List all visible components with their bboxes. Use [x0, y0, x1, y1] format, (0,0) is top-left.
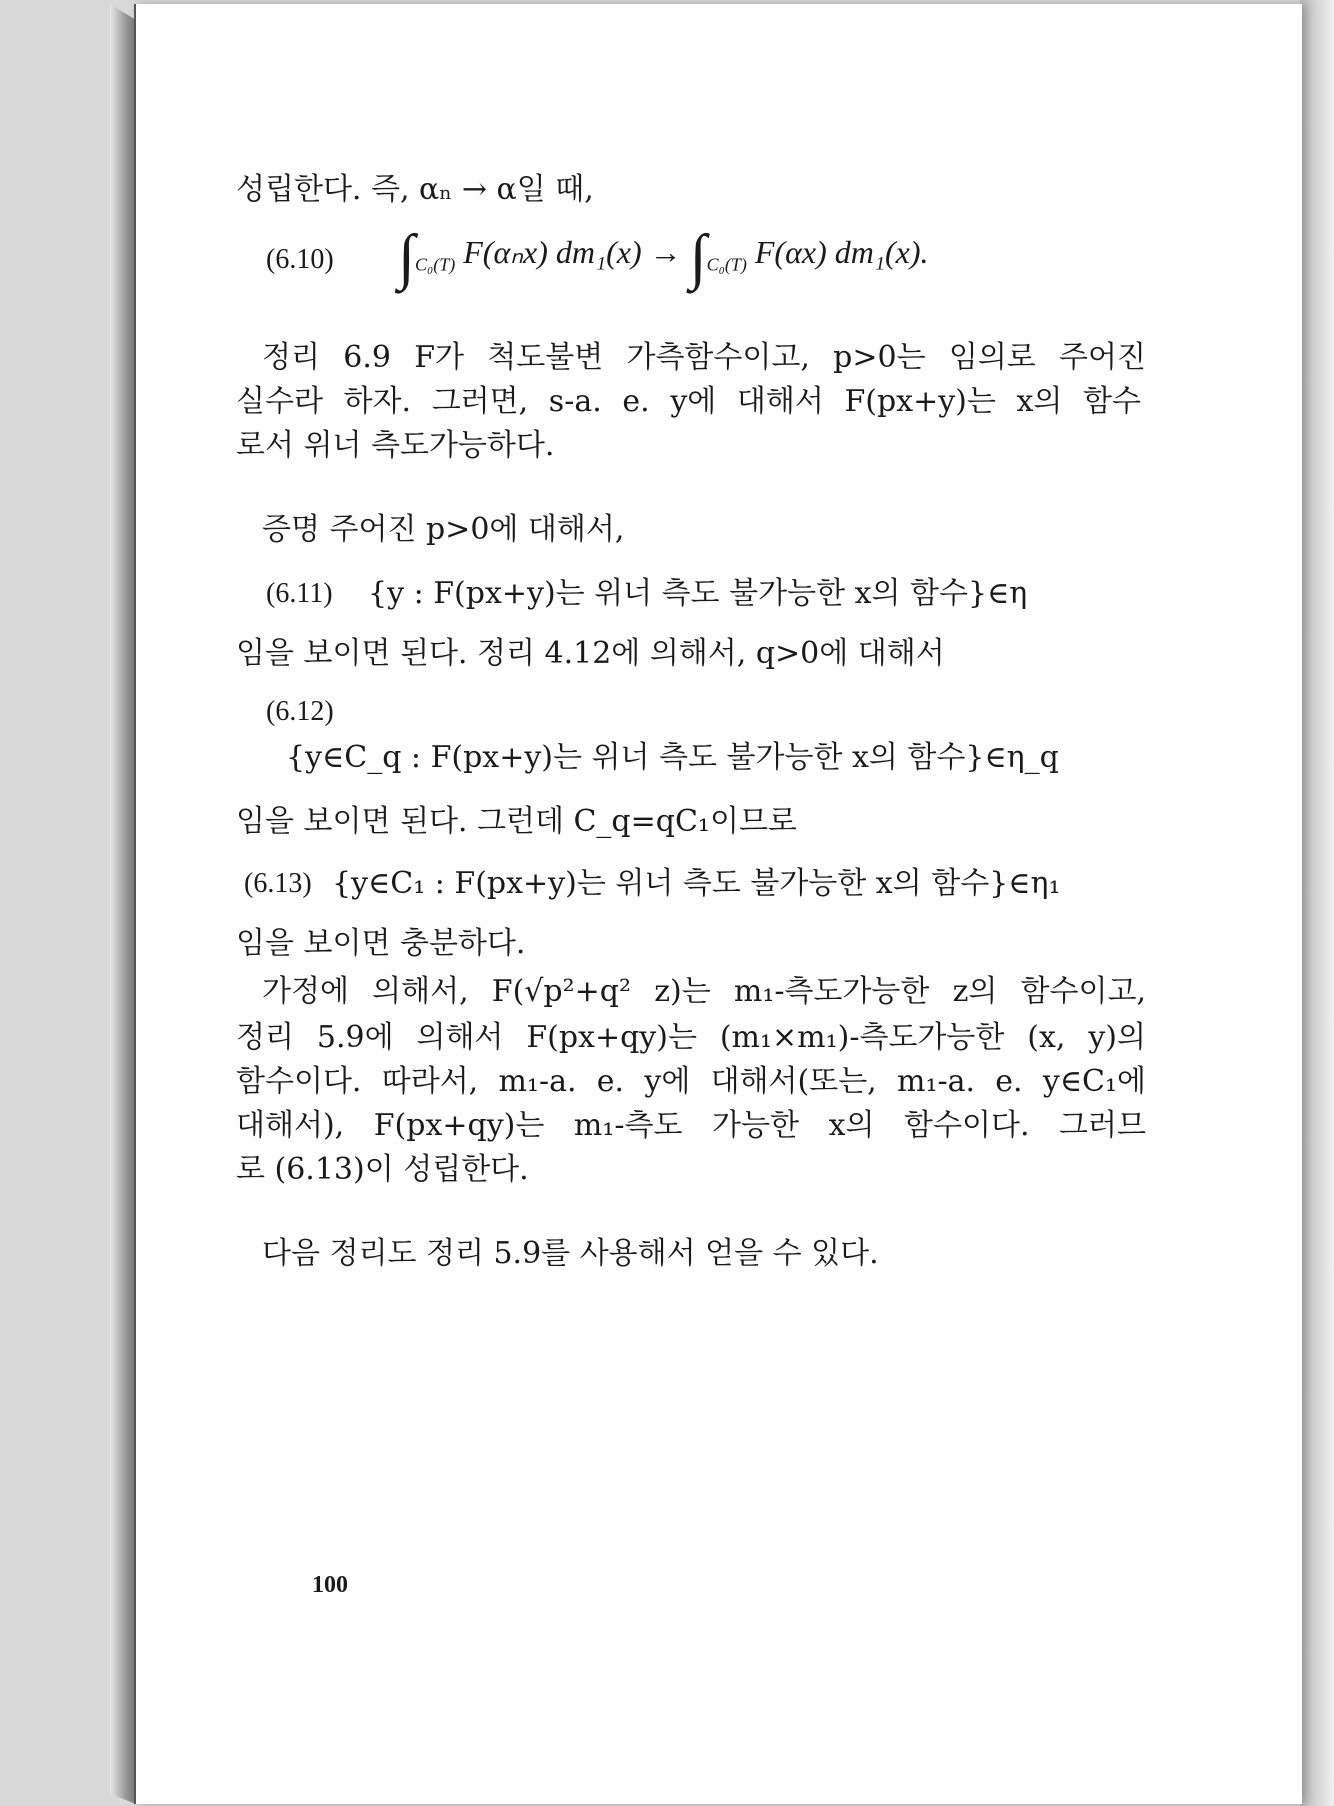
equation-right-side: F(αx) dm₁(x). — [754, 234, 929, 270]
proof-line: 로 (6.13)이 성립한다. — [236, 1152, 529, 1187]
theorem-6-9-line: 정리 6.9 F가 척도불변 가측함수이고, p>0는 임의로 주어진 — [262, 340, 1146, 375]
book-edge — [110, 4, 136, 1804]
equation-6-12: {y∈C_q : F(px+y)는 위너 측도 불가능한 x의 함수}∈η_q — [286, 740, 1059, 775]
equation-6-11: {y : F(px+y)는 위너 측도 불가능한 x의 함수}∈η — [368, 576, 1028, 611]
proof-line: 임을 보이면 된다. 정리 4.12에 의해서, q>0에 대해서 — [236, 636, 945, 671]
proof-line: 함수이다. 따라서, m₁-a. e. y에 대해서(또는, m₁-a. e. y∈C₁에 — [236, 1064, 1146, 1099]
integral-sign: ∫ — [398, 223, 415, 291]
equation-6-10 — [398, 223, 929, 291]
proof-line: 증명 주어진 p>0에 대해서, — [262, 512, 625, 547]
text-line: 성립한다. 즉, αₙ → α일 때, — [236, 172, 594, 207]
equation-label: (6.13) — [244, 868, 312, 899]
equation-label: (6.10) — [266, 244, 334, 275]
page-number: 100 — [312, 1572, 348, 1598]
closing-line: 다음 정리도 정리 5.9를 사용해서 얻을 수 있다. — [262, 1236, 879, 1271]
equation-label: (6.11) — [266, 578, 333, 609]
background-shadow — [1300, 0, 1334, 1806]
proof-line: 가정에 의해서, F(√p²+q² z)는 m₁-측도가능한 z의 함수이고, — [262, 974, 1146, 1009]
proof-line: 임을 보이면 충분하다. — [236, 926, 526, 961]
theorem-6-9-line: 로서 위너 측도가능하다. — [236, 428, 555, 463]
integral-domain: C₀(T) — [706, 254, 747, 275]
integral-sign: ∫ — [689, 223, 707, 291]
proof-line: 임을 보이면 된다. 그런데 C_q=qC₁이므로 — [236, 804, 797, 839]
theorem-6-9-line: 실수라 하자. 그러면, s-a. e. y에 대해서 F(px+y)는 x의 함수 — [236, 384, 1141, 419]
proof-line: 정리 5.9에 의해서 F(px+qy)는 (m₁×m₁)-측도가능한 (x, y)의 — [236, 1020, 1146, 1055]
equation-label: (6.12) — [266, 696, 334, 727]
equation-left-side: F(αₙx) dm₁(x) → — [463, 234, 682, 270]
equation-6-13: {y∈C₁ : F(px+y)는 위너 측도 불가능한 x의 함수}∈η₁ — [332, 866, 1061, 901]
proof-line: 대해서), F(px+qy)는 m₁-측도 가능한 x의 함수이다. 그러므 — [236, 1108, 1146, 1143]
book-page — [134, 4, 1302, 1804]
integral-domain: C₀(T) — [414, 254, 456, 275]
